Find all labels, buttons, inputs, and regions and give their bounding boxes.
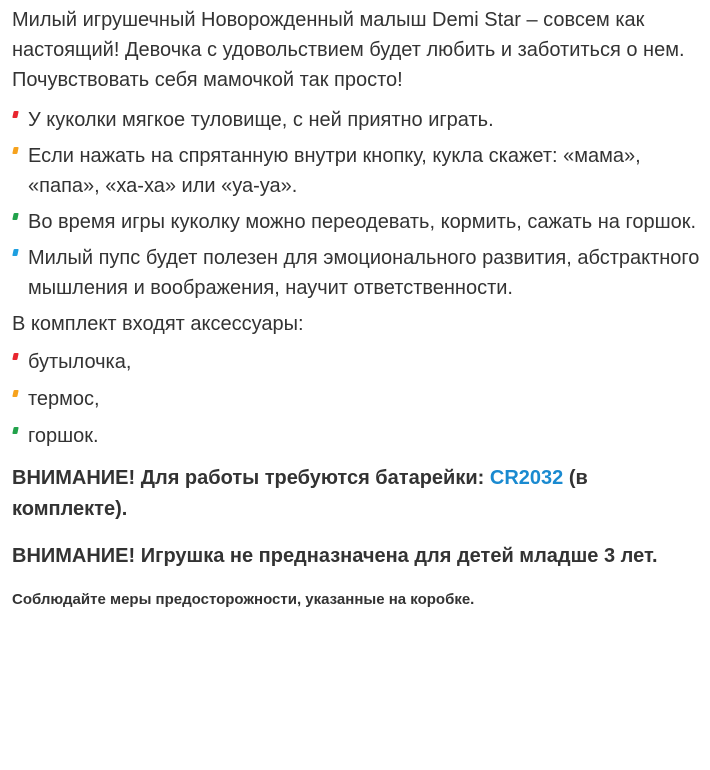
list-item-text: горшок.: [28, 425, 99, 447]
battery-type-link[interactable]: CR2032: [489, 467, 564, 489]
list-item-text: термос,: [28, 388, 100, 410]
list-item-text: У куколки мягкое туловище, с ней приятно играть.: [28, 109, 494, 131]
caution-note: Соблюдайте меры предосторожности, указанные на коробке.: [12, 591, 475, 608]
list-item-text: бутылочка,: [28, 351, 132, 373]
list-item-text: Если нажать на спрятанную внутри кнопку, кукла скажет: «мама», «папа», «ха-ха» или «уа-уа».: [28, 145, 641, 197]
battery-warning-suffix: (в комплекте).: [12, 467, 588, 520]
bullet-marker-icon: [12, 353, 18, 360]
battery-warning-prefix: ВНИМАНИЕ! Для работы требуются батарейки:: [12, 467, 490, 489]
intro-paragraph: Милый игрушечный Новорожденный малыш Demi Star – совсем как настоящий! Девочка с удовольствием будет любить и заботиться о нем. Почувствовать себя мамочкой так просто!: [12, 9, 685, 91]
list-item: [12, 347, 708, 377]
bullet-marker-icon: [12, 427, 18, 434]
bullet-marker-icon: [12, 213, 18, 220]
list-item-text: Милый пупс будет полезен для эмоционального развития, абстрактного мышления и воображения, научит ответственности.: [28, 247, 700, 299]
list-item: [12, 207, 708, 237]
bullet-marker-icon: [12, 111, 18, 118]
bullet-marker-icon: [12, 249, 18, 256]
list-item: [12, 384, 708, 414]
features-list: [12, 105, 710, 303]
list-item: [12, 421, 708, 451]
bullet-marker-icon: [12, 390, 18, 397]
battery-warning: [12, 463, 692, 525]
list-item: [12, 141, 708, 201]
bullet-marker-icon: [12, 147, 18, 154]
list-item: [12, 243, 708, 303]
list-item-text: Во время игры куколку можно переодевать, кормить, сажать на горшок.: [28, 211, 697, 233]
list-item: [12, 105, 708, 135]
kit-heading: В комплект входят аксессуары:: [12, 313, 304, 335]
accessories-list: [12, 347, 710, 451]
age-warning: ВНИМАНИЕ! Игрушка не предназначена для детей младше 3 лет.: [12, 545, 658, 567]
